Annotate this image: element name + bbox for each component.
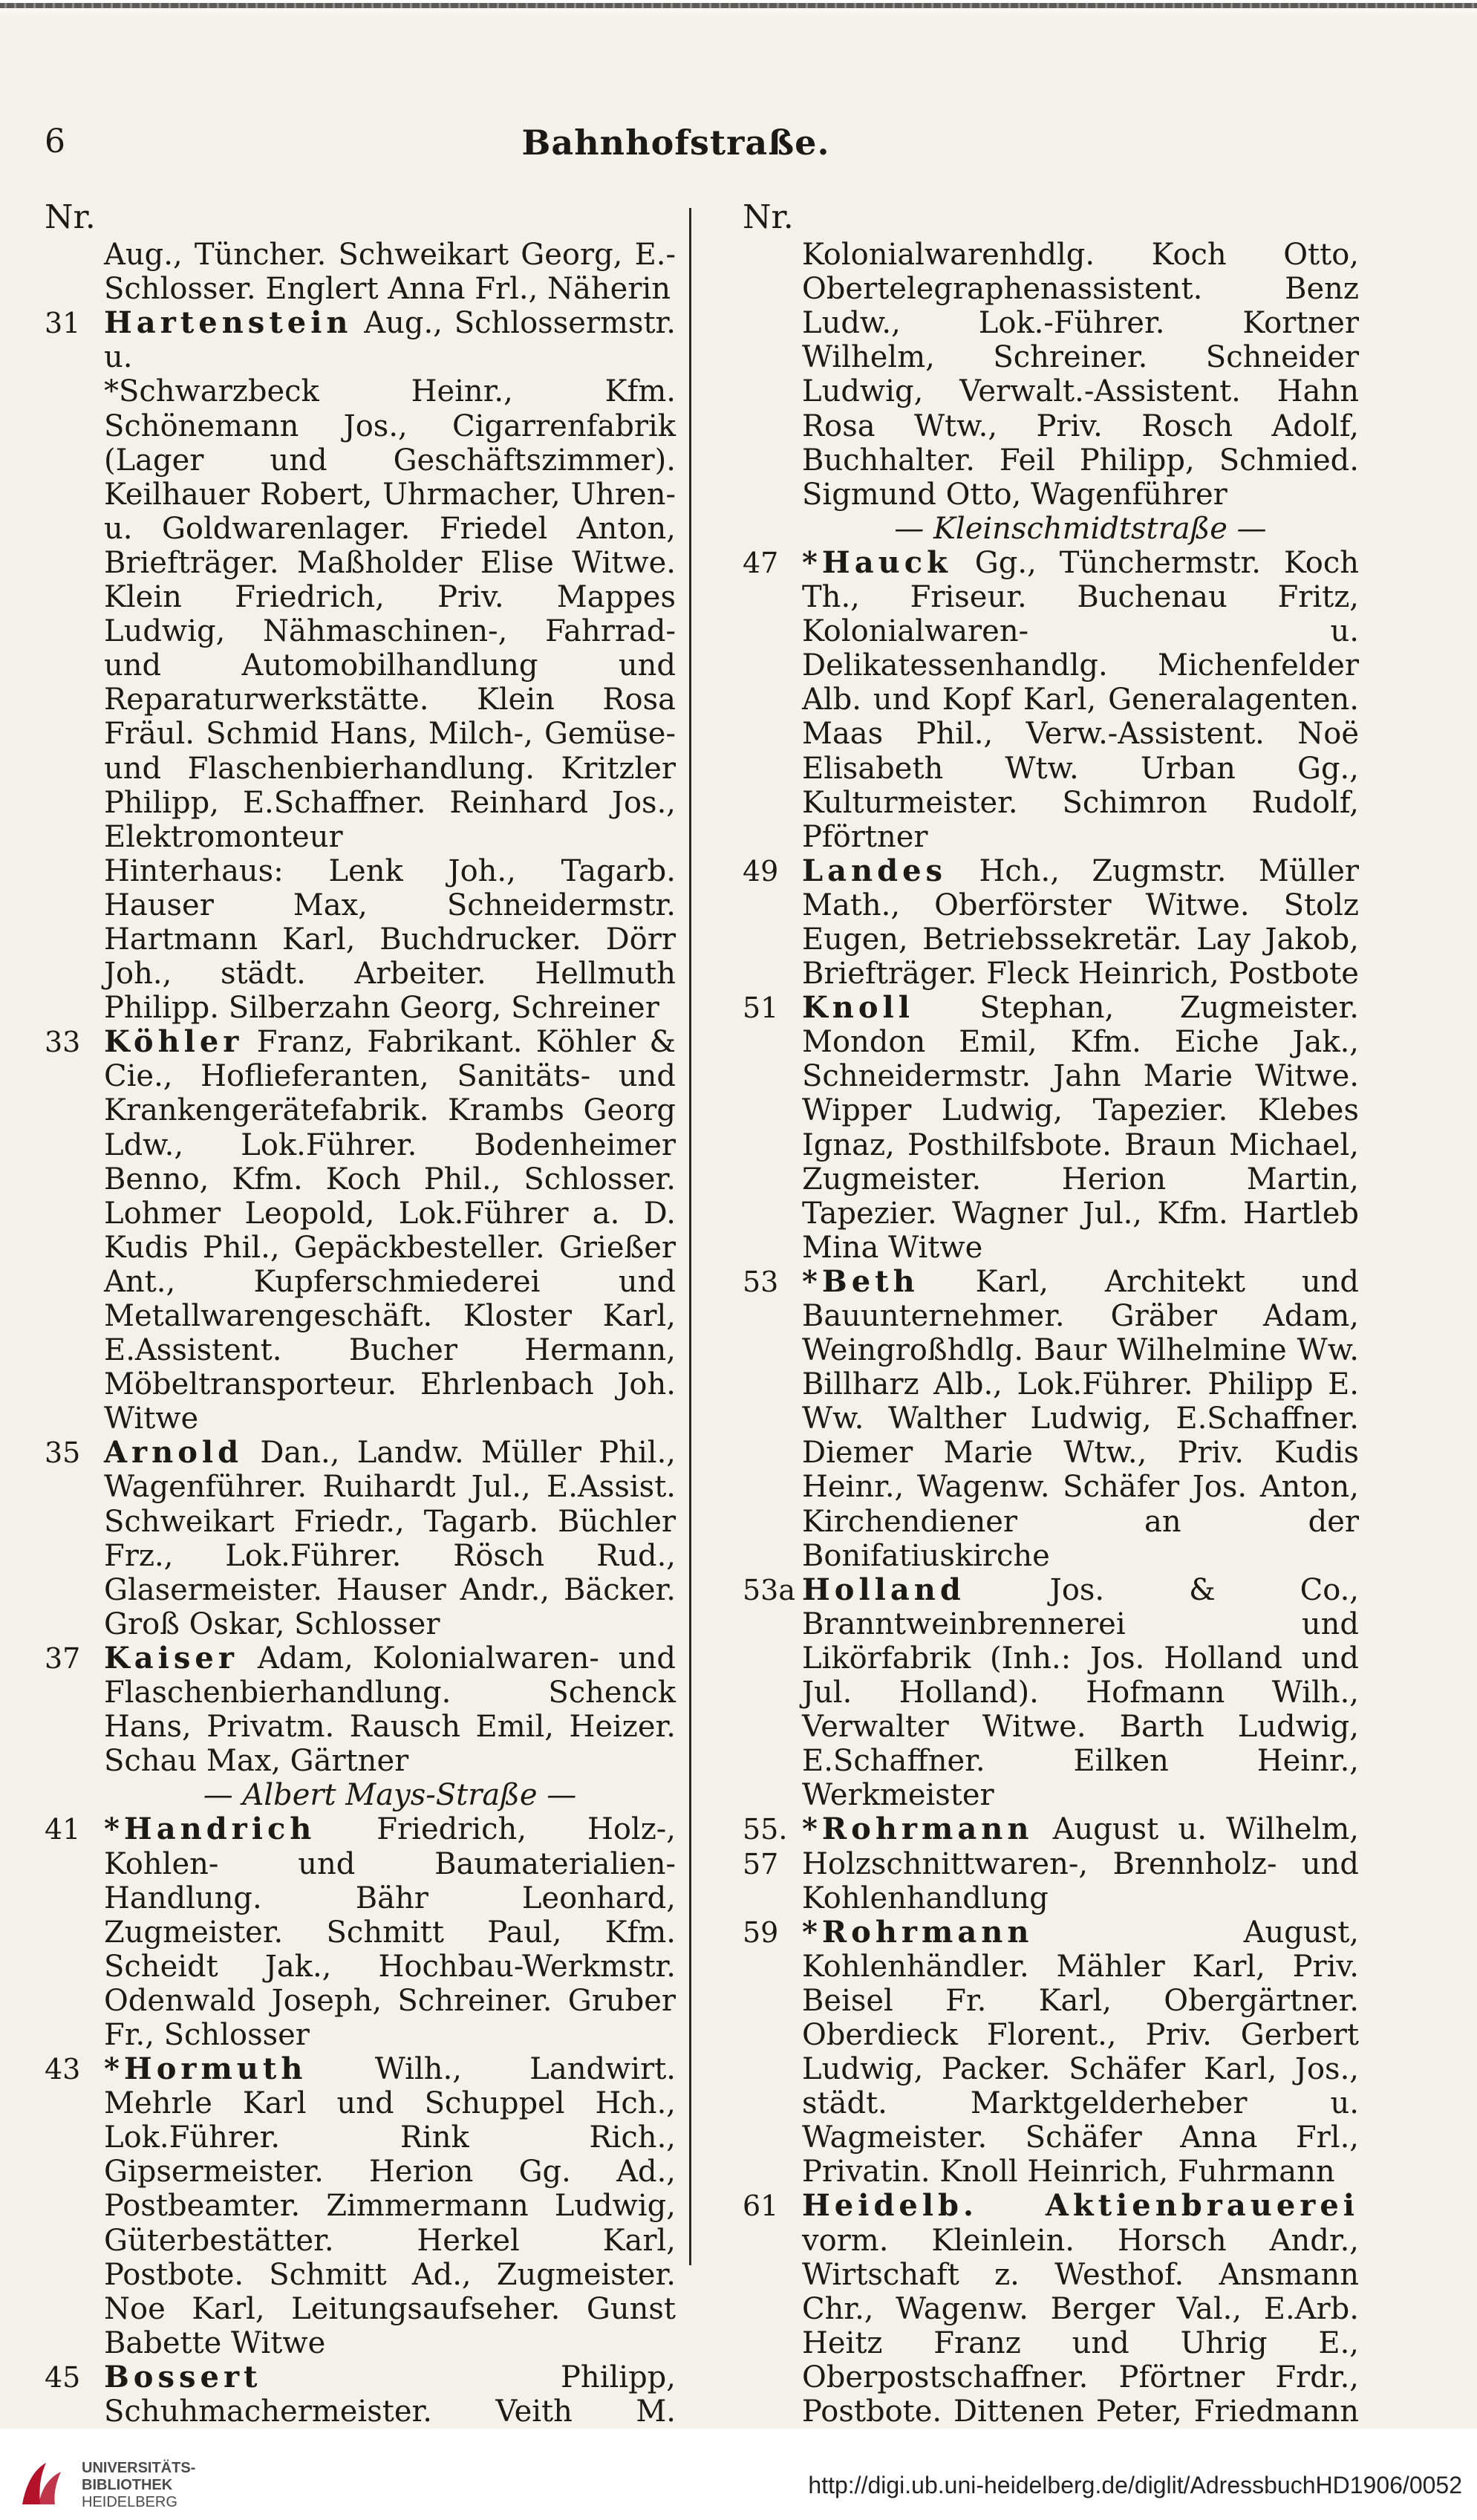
house-number: 41 bbox=[45, 1813, 81, 1846]
house-entry-text bbox=[802, 1812, 1359, 1915]
house-entry-text bbox=[802, 854, 1359, 991]
left-column bbox=[45, 198, 676, 2429]
house-number: 55. 57 bbox=[743, 1813, 788, 1881]
house-number: 49 bbox=[743, 854, 779, 888]
library-name-line: UNIVERSITÄTS- bbox=[82, 2460, 196, 2476]
house-details: vorm. Kleinlein. Horsch Andr., Wirtschaft z. Westhof. Ansmann Chr., Wagenw. Berger Val., E.Arb. Heitz Franz und Uhrig E., Oberpostschaffner. Pförtner Frdr., Postbote. Dittenen Peter, Friedmann bbox=[802, 2223, 1359, 2429]
house-owner: Kaiser bbox=[104, 1640, 238, 1676]
house-entry-text bbox=[802, 546, 1359, 854]
house-details: Wilh., Landwirt. Mehrle Karl und Schuppel Hch., Lok.Führer. Rink Rich., Gipsermeister. Herion Gg. Ad., Postbeamter. Zimmermann Ludwig, Güterbestätter. Herkel Karl, Postbote. Schmitt Ad., Zugmeister. Noe Karl, Leitungsaufseher. Gunst Babette Witwe bbox=[104, 2052, 676, 2360]
library-name bbox=[82, 2460, 195, 2511]
house-number: 51 bbox=[743, 992, 779, 1025]
house-entry-text bbox=[104, 306, 676, 374]
library-name-line: HEIDELBERG bbox=[82, 2494, 177, 2510]
house-details: Friedrich, Holz-, Kohlen- und Baumaterialien-Handlung. Bähr Leonhard, Zugmeister. Schmitt Paul, Kfm. Scheidt Jak., Hochbau-Werkmstr. Odenwald Joseph, Schreiner. Gruber Fr., Schlosser bbox=[104, 1812, 676, 2052]
house-entry bbox=[743, 991, 1359, 1265]
house-entry-text bbox=[802, 991, 1359, 1265]
house-details: Dan., Landw. Müller Phil., Wagenführer. Ruihardt Jul., E.Assist. Schweikart Friedr., Tagarb. Büchler Frz., Lok.Führer. Rösch Rud., Glasermeister. Hauser Andr., Bäcker. Groß Oskar, Schlosser bbox=[104, 1436, 676, 1641]
house-entry bbox=[45, 1641, 676, 1778]
page-header bbox=[45, 123, 1307, 167]
residents-text: *Schwarzbeck Heinr., Kfm. Schönemann Jos., Cigarrenfabrik (Lager und Geschäftszimmer). Keilhauer Robert, Uhrmacher, Uhren- u. Goldwarenlager. Friedel Anton, Briefträger. Maßholder Elise Witwe. Klein Friedrich, Priv. Mappes Ludwig, Nähmaschinen-, Fahrrad- und Automobilhandlung und Reparaturwerkstätte. Klein Rosa Fräul. Schmid Hans, Milch-, Gemüse- und Flaschenbierhandlung. Kritzler Philipp, E.Schaffner. Reinhard Jos., Elektromonteur bbox=[104, 374, 676, 854]
rear-building-text: Hinterhaus: Lenk Joh., Tagarb. Hauser Max, Schneidermstr. Hartmann Karl, Buchdrucker. Dörr Joh., städt. Arbeiter. Hellmuth Philipp. Silberzahn Georg, Schreiner bbox=[104, 853, 676, 1026]
house-number: 37 bbox=[45, 1641, 81, 1675]
source-url-link[interactable]: http://digi.ub.uni-heidelberg.de/diglit/AdressbuchHD1906/0052 bbox=[808, 2472, 1462, 2498]
house-number: 35 bbox=[45, 1436, 81, 1470]
nr-label: Nr. bbox=[45, 198, 96, 236]
house-owner: Holland bbox=[802, 1572, 965, 1607]
house-entry bbox=[743, 546, 1359, 854]
house-number: 31 bbox=[45, 307, 81, 340]
house-owner: Knoll bbox=[802, 990, 914, 1026]
house-number: 53a bbox=[743, 1573, 796, 1606]
house-owner: *Beth bbox=[802, 1263, 919, 1299]
house-number: 61 bbox=[743, 2189, 779, 2223]
house-owner: Köhler bbox=[104, 1024, 244, 1060]
library-name-line: BIBLIOTHEK bbox=[82, 2477, 173, 2493]
house-number: 45 bbox=[45, 2360, 81, 2394]
column-divider bbox=[689, 208, 691, 2265]
continued-entry: Aug., Tüncher. Schweikart Georg, E.-Schlosser. Englert Anna Frl., Näherin bbox=[104, 238, 676, 307]
house-owner: *Hormuth bbox=[104, 2051, 307, 2087]
house-entry bbox=[45, 1812, 676, 2052]
house-owner: *Rohrmann bbox=[802, 1811, 1034, 1847]
house-number: 59 bbox=[743, 1915, 779, 1949]
house-owner: *Hauck bbox=[802, 544, 952, 580]
house-details: Franz, Fabrikant. Köhler & Cie., Hoflieferanten, Sanitäts- und Krankengerätefabrik. Krambs Georg Ldw., Lok.Führer. Bodenheimer Benno, Kfm. Koch Phil., Schlosser. Lohmer Leopold, Lok.Führer a. D. Kudis Phil., Gepäckbesteller. Grießer Ant., Kupferschmiederei und Metallwarengeschäft. Kloster Karl, E.Assistent. Bucher Hermann, Möbeltransporteur. Ehrlenbach Joh. Witwe bbox=[104, 1025, 676, 1436]
house-entry-text bbox=[802, 1573, 1359, 1813]
house-details: Philipp, Schuhmachermeister. Veith M. bbox=[104, 2360, 676, 2429]
house-details: Karl, Architekt und Bauunternehmer. Gräber Adam, Weingroßhdlg. Baur Wilhelmine Ww. Billharz Alb., Lok.Führer. Philipp E. Ww. Walther Ludwig, E.Schaffner. Diemer Marie Wtw., Priv. Kudis Heinr., Wagenw. Schäfer Jos. Anton, Kirchendiener an der Bonifatiuskirche bbox=[802, 1264, 1359, 1573]
house-entry bbox=[743, 854, 1359, 991]
house-details: Stephan, Zugmeister. Mondon Emil, Kfm. Eiche Jak., Schneidermstr. Jahn Marie Witwe. Wipper Ludwig, Tapezier. Klebes Ignaz, Posthilfsbote. Braun Michael, Zugmeister. Herion Martin, Tapezier. Wagner Jul., Kfm. Hartleb Mina Witwe bbox=[802, 991, 1359, 1265]
house-entry bbox=[743, 1265, 1359, 1573]
house-number: 43 bbox=[45, 2053, 81, 2086]
house-entry bbox=[743, 1915, 1359, 2189]
house-details: Aug., Schlossermstr. u. bbox=[104, 306, 676, 375]
house-entry-text bbox=[802, 1265, 1359, 1573]
house-owner: Heidelb. Aktienbrauerei bbox=[802, 2188, 1359, 2224]
house-owner: Landes bbox=[802, 853, 948, 888]
right-column bbox=[743, 198, 1360, 2429]
house-entry-text bbox=[104, 1436, 676, 1641]
house-entry-text bbox=[802, 2189, 1359, 2463]
house-owner: *Handrich bbox=[104, 1811, 316, 1847]
house-details: Gg., Tünchermstr. Koch Th., Friseur. Buchenau Fritz, Kolonialwaren- u. Delikatessenhandlg. Michenfelder Alb. und Kopf Karl, Generalagenten. Maas Phil., Verw.-Assistent. Noë Elisabeth Wtw. Urban Gg., Kulturmeister. Schimron Rudolf, Pförtner bbox=[802, 545, 1359, 854]
house-entry bbox=[45, 1436, 676, 1641]
house-owner: Bossert bbox=[104, 2359, 262, 2394]
house-details: Adam, Kolonialwaren- und Flaschenbierhandlung. Schenck Hans, Privatm. Rausch Emil, Heizer. Schau Max, Gärtner bbox=[104, 1641, 676, 1779]
house-number: 47 bbox=[743, 546, 779, 579]
house-details: August u. Wilhelm, Holzschnittwaren-, Brennholz- und Kohlenhandlung bbox=[802, 1812, 1360, 1915]
continued-entry: Kolonialwarenhdlg. Koch Otto, Obertelegraphenassistent. Benz Ludw., Lok.-Führer. Kortner Wilhelm, Schreiner. Schneider Ludwig, Verwalt.-Assistent. Hahn Rosa Wtw., Priv. Rosch Adolf, Buchhalter. Feil Philipp, Schmied. Sigmund Otto, Wagenführer bbox=[802, 238, 1359, 512]
house-entry-text bbox=[104, 1812, 676, 2052]
scan-top-edge bbox=[0, 0, 1477, 18]
house-details: Hch., Zugmstr. Müller Math., Oberförster Witwe. Stolz Eugen, Betriebssekretär. Lay Jakob, Briefträger. Fleck Heinrich, Postbote bbox=[802, 853, 1360, 992]
house-entry-text bbox=[104, 2052, 676, 2360]
house-entry bbox=[743, 2189, 1359, 2463]
running-title: Bahnhofstraße. bbox=[521, 123, 830, 163]
house-details: August, Kohlenhändler. Mähler Karl, Priv. Beisel Fr. Karl, Obergärtner. Oberdieck Florent., Priv. Gerbert Ludwig, Packer. Schäfer Karl, Jos., städt. Marktgelderheber u. Wagmeister. Schäfer Anna Frl., Privatin. Knoll Heinrich, Fuhrmann bbox=[802, 1915, 1359, 2189]
university-library-logo bbox=[16, 2458, 68, 2510]
house-entry-text bbox=[802, 1915, 1359, 2189]
house-entry bbox=[45, 1025, 676, 1436]
house-entry bbox=[743, 1573, 1359, 1813]
house-owner: Hartenstein bbox=[104, 305, 353, 341]
house-details: Jos. & Co., Branntweinbrennerei und Likörfabrik (Inh.: Jos. Holland und Jul. Holland). Hofmann Wilh., Verwalter Witwe. Barth Ludwig, E.Schaffner. Eilken Heinr., Werkmeister bbox=[802, 1572, 1360, 1813]
street-heading: — Kleinschmidtstraße — bbox=[894, 511, 1267, 546]
house-entry bbox=[743, 1812, 1359, 1915]
house-owner: Arnold bbox=[104, 1435, 244, 1471]
house-entry-text bbox=[104, 1641, 676, 1778]
street-heading: — Albert Mays-Straße — bbox=[203, 1778, 577, 1813]
house-entry bbox=[45, 2052, 676, 2360]
page-number: 6 bbox=[45, 123, 65, 160]
house-entry-text bbox=[104, 1025, 676, 1436]
nr-label: Nr. bbox=[743, 198, 794, 236]
house-entry bbox=[45, 306, 676, 374]
house-owner: *Rohrmann bbox=[802, 1914, 1034, 1950]
library-footer bbox=[0, 2429, 1477, 2520]
house-number: 33 bbox=[45, 1026, 81, 1059]
house-number: 53 bbox=[743, 1265, 779, 1298]
scan-edge-noise bbox=[0, 3, 1477, 8]
